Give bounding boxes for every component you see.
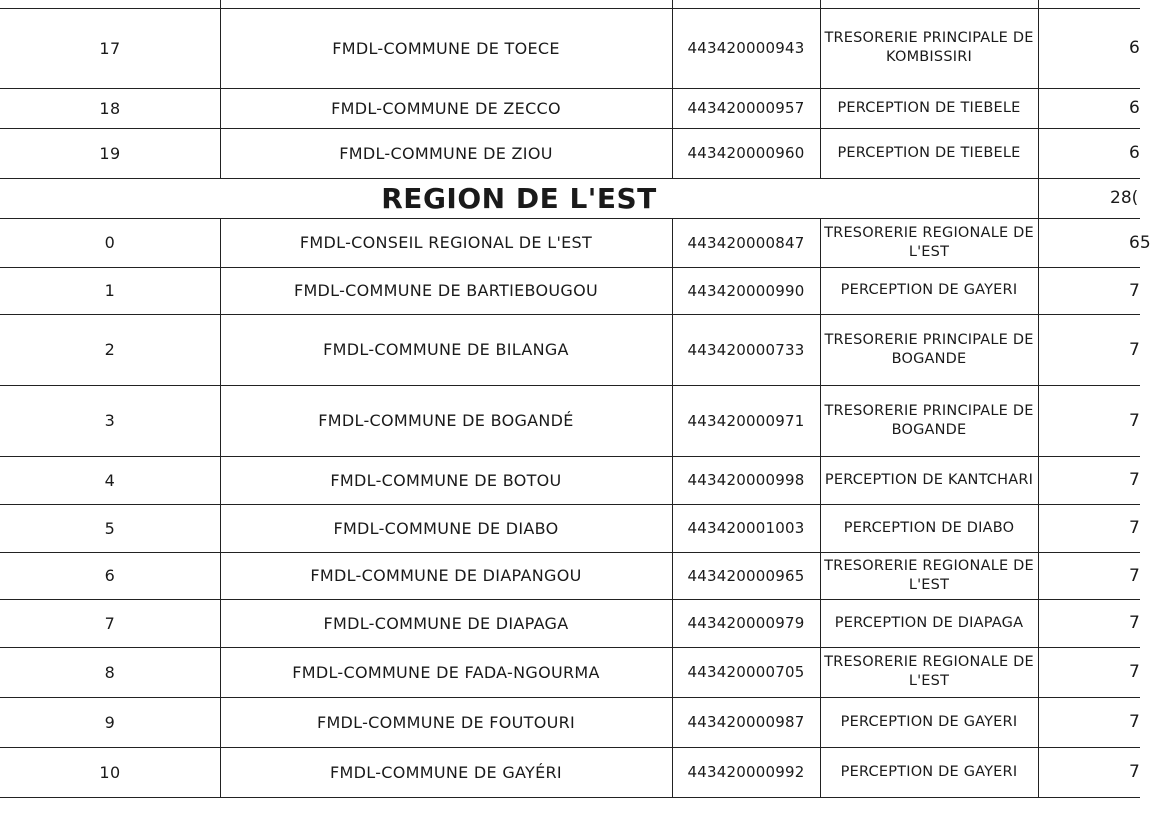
beneficiary-name: FMDL-COMMUNE DE FADA-NGOURMA [292,662,600,682]
account-code: 443420000979 [687,614,805,632]
account-code: 443420000990 [687,281,805,300]
beneficiary-name: FMDL-COMMUNE DE DIAPAGA [323,613,569,633]
row-number: 2 [104,340,116,359]
beneficiary-name: FMDL-COMMUNE DE GAYÉRI [330,762,562,782]
paying-office: PERCEPTION DE KANTCHARI [824,471,1034,488]
account-code: 443420000971 [687,411,805,430]
account-code: 443420000965 [687,566,805,585]
row-number: 7 [104,613,116,633]
account-code: 443420000943 [687,39,805,57]
amount-value: 7 [1129,410,1140,431]
amount-value: 7 [1129,339,1140,360]
row-number: 19 [99,143,121,163]
amount-value: 6 [1129,98,1140,118]
paying-office: PERCEPTION DE GAYERI [840,763,1018,780]
beneficiary-name: FMDL-COMMUNE DE TOECE [332,38,560,58]
row-number: 5 [104,518,116,538]
beneficiary-name: FMDL-COMMUNE DE FOUTOURI [316,712,576,732]
region-heading: REGION DE L'EST [381,181,657,215]
row-number: 1 [104,281,116,300]
beneficiary-name: FMDL-COMMUNE DE DIAPANGOU [310,566,582,585]
amount-value: 7 [1129,565,1140,586]
beneficiary-name: FMDL-COMMUNE DE DIABO [333,518,559,538]
amount-value: 7 [1129,518,1140,538]
beneficiary-name: FMDL-COMMUNE DE ZIOU [339,143,553,163]
row-rule [0,797,1140,798]
row-number: 9 [104,712,116,732]
account-code: 443420000992 [687,763,805,781]
row-number: 4 [104,470,116,490]
amount-value: 7 [1129,662,1140,682]
amount-value: 6 [1129,38,1140,58]
beneficiary-name: FMDL-COMMUNE DE BARTIEBOUGOU [293,281,599,300]
paying-office: TRESORERIE REGIONALE DE L'EST [824,654,1034,689]
paying-office: PERCEPTION DE DIABO [843,519,1015,536]
row-number: 8 [104,662,116,682]
region-total-amount: 28( [1110,188,1139,208]
row-number: 17 [99,38,121,58]
amount-value: 7 [1129,613,1140,633]
account-code: 443420000847 [687,233,805,252]
paying-office: PERCEPTION DE TIEBELE [837,144,1021,161]
amount-value: 65 [1129,232,1151,253]
paying-office: PERCEPTION DE TIEBELE [837,99,1021,116]
account-code: 443420000998 [687,471,805,489]
account-code: 443420000987 [687,713,805,731]
beneficiary-name: FMDL-COMMUNE DE ZECCO [331,98,561,118]
paying-office: TRESORERIE REGIONALE DE L'EST [824,224,1034,260]
account-code: 443420000705 [687,663,805,681]
account-code: 443420001003 [687,519,805,537]
paying-office: TRESORERIE PRINCIPALE DE KOMBISSIRI [824,30,1034,65]
paying-office: TRESORERIE REGIONALE DE L'EST [824,557,1034,593]
account-code: 443420000733 [687,340,805,359]
amount-value: 7 [1129,470,1140,490]
row-number: 10 [99,762,121,782]
beneficiary-name: FMDL-COMMUNE DE BOGANDÉ [318,411,574,430]
amount-value: 6 [1129,143,1140,163]
paying-office: TRESORERIE PRINCIPALE DE BOGANDE [824,331,1034,367]
amount-value: 7 [1129,712,1140,732]
row-number: 0 [104,233,116,252]
amount-value: 7 [1129,762,1140,782]
paying-office: PERCEPTION DE GAYERI [840,713,1018,730]
row-number: 3 [104,411,116,430]
row-number: 6 [104,566,116,585]
paying-office: TRESORERIE PRINCIPALE DE BOGANDE [824,402,1034,438]
beneficiary-name: FMDL-CONSEIL REGIONAL DE L'EST [299,233,593,252]
paying-office: PERCEPTION DE GAYERI [840,282,1018,298]
paying-office: PERCEPTION DE DIAPAGA [834,614,1024,631]
beneficiary-name: FMDL-COMMUNE DE BOTOU [330,470,562,490]
beneficiary-name: FMDL-COMMUNE DE BILANGA [323,340,569,359]
account-code: 443420000960 [687,144,805,162]
account-code: 443420000957 [687,99,805,117]
row-number: 18 [99,98,121,118]
amount-value: 7 [1129,280,1140,301]
